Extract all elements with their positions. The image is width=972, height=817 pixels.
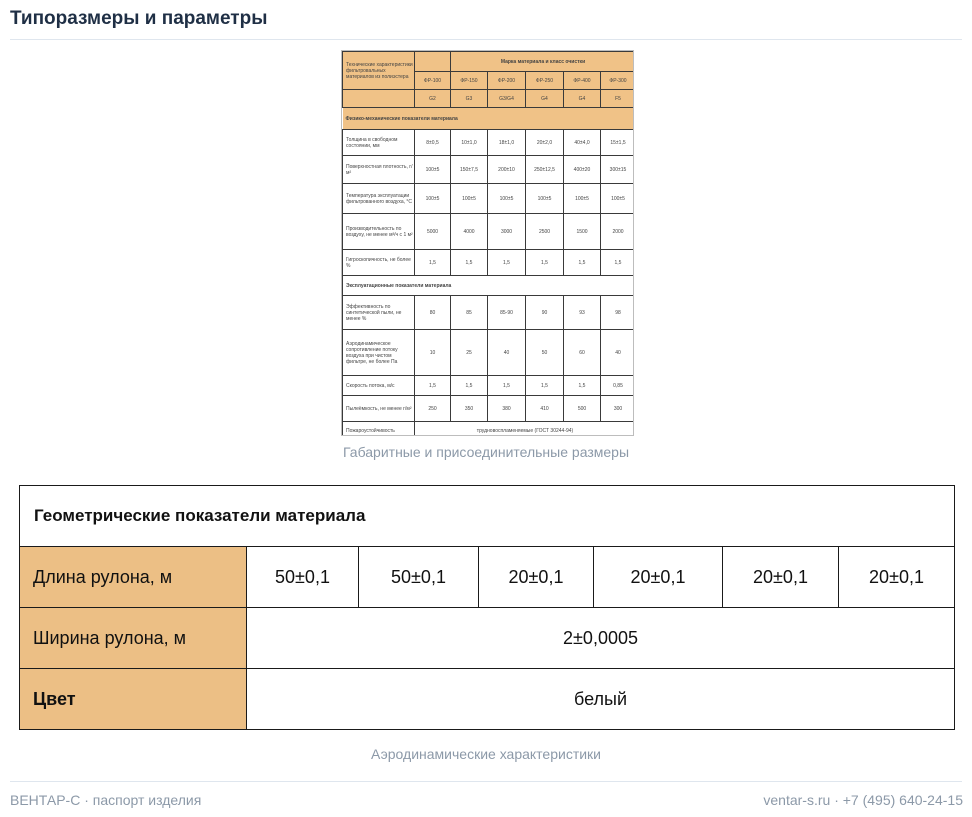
thumb-row-label: Гигроскопичность, не более % xyxy=(343,250,415,276)
thumb-cell: 20±2,0 xyxy=(526,130,564,156)
thumb-cell: 1,5 xyxy=(451,376,488,396)
thumb-cell: 1,5 xyxy=(526,376,564,396)
thumb-cell: 10±1,0 xyxy=(451,130,488,156)
thumb-cell: 1,5 xyxy=(451,250,488,276)
thumb-brand-header: Марка материала и класс очистки xyxy=(451,52,635,72)
table-cell: 20±0,1 xyxy=(479,547,594,608)
page-title: Типоразмеры и параметры xyxy=(10,8,268,29)
thumb-row-label: Температура эксплуатации фильтрованного воздуха, °С xyxy=(343,184,415,214)
geometry-table-title: Геометрические показатели материала xyxy=(20,486,955,547)
thumb-cell: 100±5 xyxy=(526,184,564,214)
thumb-class-cell: G4 xyxy=(526,90,564,108)
thumb-cell: 250±12,5 xyxy=(526,156,564,184)
thumb-cell: 50 xyxy=(526,330,564,376)
thumb-cell: 3000 xyxy=(488,214,526,250)
thumb-row-label: Пожароустойчивость xyxy=(343,422,415,437)
thumb-cell: 1,5 xyxy=(564,376,601,396)
thumb-cell: 1,5 xyxy=(415,250,451,276)
thumb-row-label: Скорость потока, м/с xyxy=(343,376,415,396)
thumb-cell: 250 xyxy=(415,396,451,422)
table-cell: белый xyxy=(247,669,955,730)
thumb-cell: 40 xyxy=(601,330,635,376)
thumb-row-label: Пылеёмкость, не менее г/м² xyxy=(343,396,415,422)
thumb-cell: 0,85 xyxy=(601,376,635,396)
footer-divider xyxy=(10,781,962,782)
table-cell: 20±0,1 xyxy=(723,547,839,608)
thumb-row-label: Эффективность по синтетической пыли, не менее % xyxy=(343,296,415,330)
thumb-row-label: Производительность по воздуху, не менее м³/ч с 1 м² xyxy=(343,214,415,250)
thumb-cell: 300±15 xyxy=(601,156,635,184)
thumb-header-label: Технические характеристики фильтровальных материалов из полиэстера xyxy=(343,52,415,90)
aerodynamic-caption: Аэродинамические характеристики xyxy=(370,746,601,762)
thumb-cell: 1,5 xyxy=(601,250,635,276)
thumb-cell: 100±5 xyxy=(601,184,635,214)
thumb-cell: 2500 xyxy=(526,214,564,250)
thumb-section-title: Эксплуатационные показатели материала xyxy=(343,276,635,296)
thumb-cell: 100±5 xyxy=(415,184,451,214)
geometry-table xyxy=(19,485,955,730)
thumb-brand-cell: ФР-300 xyxy=(601,72,635,90)
thumb-cell: 1,5 xyxy=(526,250,564,276)
thumb-cell: 40 xyxy=(488,330,526,376)
thumb-class-cell: G3 xyxy=(451,90,488,108)
thumb-row xyxy=(343,214,635,250)
thumb-header-blank xyxy=(415,52,451,72)
row-label-length: Длина рулона, м xyxy=(20,547,247,608)
thumb-section-title: Физико-механические показатели материала xyxy=(343,108,635,130)
thumb-cell: 93 xyxy=(564,296,601,330)
table-row xyxy=(20,486,955,547)
thumb-cell: 60 xyxy=(564,330,601,376)
thumb-cell: трудновоспламеняемые (ГОСТ 30244-94) xyxy=(415,422,635,437)
thumb-row xyxy=(343,330,635,376)
specs-thumbnail-image[interactable] xyxy=(341,50,634,436)
thumb-cell: 350 xyxy=(451,396,488,422)
thumb-cell: 400±20 xyxy=(564,156,601,184)
thumb-class-row xyxy=(343,90,635,108)
thumb-cell: 5000 xyxy=(415,214,451,250)
thumb-cell: 1,5 xyxy=(488,376,526,396)
thumb-class-blank xyxy=(343,90,415,108)
thumb-cell: 100±5 xyxy=(564,184,601,214)
table-cell: 20±0,1 xyxy=(839,547,955,608)
table-row xyxy=(20,669,955,730)
thumb-cell: 10 xyxy=(415,330,451,376)
thumb-cell: 25 xyxy=(451,330,488,376)
table-row xyxy=(20,547,955,608)
thumb-brand-cell: ФР-250 xyxy=(526,72,564,90)
thumb-cell: 85 xyxy=(451,296,488,330)
specs-thumbnail-table xyxy=(342,51,634,436)
thumb-cell: 4000 xyxy=(451,214,488,250)
thumb-cell: 40±4,0 xyxy=(564,130,601,156)
thumb-cell: 8±0,5 xyxy=(415,130,451,156)
thumb-cell: 500 xyxy=(564,396,601,422)
table-row xyxy=(20,608,955,669)
thumb-row-label: Толщина в свободном состоянии, мм xyxy=(343,130,415,156)
thumb-cell: 18±1,0 xyxy=(488,130,526,156)
thumb-cell: 300 xyxy=(601,396,635,422)
thumb-cell: 1,5 xyxy=(564,250,601,276)
thumb-cell: 85-90 xyxy=(488,296,526,330)
thumb-cell: 1,5 xyxy=(488,250,526,276)
thumb-brand-cell: ФР-200 xyxy=(488,72,526,90)
thumb-cell: 380 xyxy=(488,396,526,422)
thumb-cell: 1500 xyxy=(564,214,601,250)
thumb-cell: 100±5 xyxy=(488,184,526,214)
thumb-cell: 200±10 xyxy=(488,156,526,184)
thumb-cell: 90 xyxy=(526,296,564,330)
table-cell: 20±0,1 xyxy=(594,547,723,608)
thumb-class-cell: G3/G4 xyxy=(488,90,526,108)
thumb-row-label: Поверхностная плотность, г/м² xyxy=(343,156,415,184)
thumb-row xyxy=(343,250,635,276)
thumb-row-label: Аэродинамическое сопротивление потоку воздуха при чистом фильтре, не более Па xyxy=(343,330,415,376)
thumb-cell: 1,5 xyxy=(415,376,451,396)
thumb-row xyxy=(343,396,635,422)
thumb-row xyxy=(343,376,635,396)
thumb-row xyxy=(343,296,635,330)
thumb-row xyxy=(343,422,635,437)
title-divider xyxy=(10,39,962,40)
thumb-brand-cell: ФР-400 xyxy=(564,72,601,90)
thumb-class-cell: F5 xyxy=(601,90,635,108)
thumb-row xyxy=(343,184,635,214)
image-caption: Габаритные и присоединительные размеры xyxy=(342,444,629,460)
thumb-class-cell: G2 xyxy=(415,90,451,108)
row-label-color: Цвет xyxy=(20,669,247,730)
thumb-cell: 100±5 xyxy=(415,156,451,184)
table-cell: 50±0,1 xyxy=(247,547,359,608)
footer-company: ВЕНТАР-С · паспорт изделия xyxy=(10,792,202,808)
table-cell: 2±0,0005 xyxy=(247,608,955,669)
thumb-cell: 100±5 xyxy=(451,184,488,214)
thumb-cell: 150±7,5 xyxy=(451,156,488,184)
footer-contacts[interactable]: ventar-s.ru · +7 (495) 640-24-15 xyxy=(763,792,963,808)
thumb-cell: 15±1,5 xyxy=(601,130,635,156)
thumb-row xyxy=(343,130,635,156)
thumb-brand-cell: ФР-100 xyxy=(415,72,451,90)
thumb-cell: 410 xyxy=(526,396,564,422)
thumb-cell: 2000 xyxy=(601,214,635,250)
thumb-class-cell: G4 xyxy=(564,90,601,108)
row-label-width: Ширина рулона, м xyxy=(20,608,247,669)
thumb-row xyxy=(343,156,635,184)
thumb-cell: 80 xyxy=(415,296,451,330)
thumb-brand-cell: ФР-150 xyxy=(451,72,488,90)
thumb-cell: 98 xyxy=(601,296,635,330)
table-cell: 50±0,1 xyxy=(359,547,479,608)
